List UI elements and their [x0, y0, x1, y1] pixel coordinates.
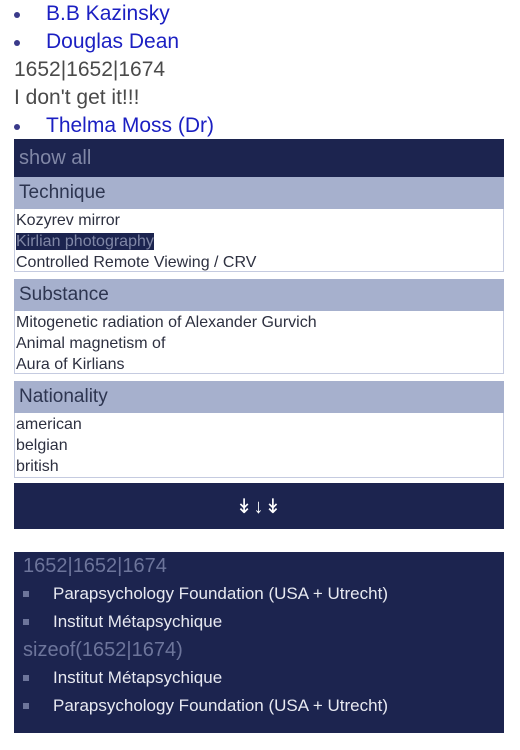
- nationality-option[interactable]: american: [16, 416, 82, 433]
- person-list-top: [0, 0, 520, 56]
- person-name[interactable]: Thelma Moss (Dr): [46, 114, 215, 137]
- person-link-dean[interactable]: [0, 28, 520, 56]
- square-bullet-icon: [23, 591, 29, 597]
- sort-toggle-button[interactable]: [14, 483, 504, 529]
- bullet-icon: [14, 124, 20, 130]
- comment-text: I don't get it!!!: [14, 86, 140, 109]
- square-bullet-icon: [23, 619, 29, 625]
- results-heading: 1652|1652|1674: [23, 555, 167, 577]
- technique-option-selected[interactable]: Kirlian photography: [16, 233, 154, 250]
- square-bullet-icon: [23, 675, 29, 681]
- result-item[interactable]: Parapsychology Foundation (USA + Utrecht): [14, 580, 504, 608]
- person-list-bottom: [0, 112, 520, 140]
- bullet-icon: [14, 12, 20, 18]
- technique-option[interactable]: Kozyrev mirror: [16, 212, 121, 229]
- technique-filter-list[interactable]: [14, 209, 504, 272]
- person-listing: [0, 0, 520, 140]
- results-panel: [14, 552, 504, 733]
- substance-title: Substance: [19, 284, 109, 305]
- nationality-option[interactable]: british: [16, 458, 59, 475]
- nationality-title: Nationality: [19, 386, 108, 407]
- substance-option[interactable]: Mitogenetic radiation of Alexander Gurvich: [16, 314, 317, 331]
- show-all-button[interactable]: [14, 139, 504, 177]
- show-all-label: show all: [19, 147, 92, 169]
- substance-option[interactable]: Aura of Kirlians: [16, 356, 125, 373]
- sort-arrows-icon: ↡↓↡: [235, 495, 283, 518]
- substance-option[interactable]: Animal magnetism of: [16, 335, 166, 352]
- person-link-moss[interactable]: [0, 112, 520, 140]
- years-line: 1652|1652|1674: [14, 58, 166, 81]
- result-item[interactable]: Parapsychology Foundation (USA + Utrecht): [14, 692, 504, 720]
- person-name[interactable]: Douglas Dean: [46, 30, 180, 53]
- technique-filter-header[interactable]: [14, 177, 504, 209]
- result-item[interactable]: Institut Métapsychique: [14, 664, 504, 692]
- nationality-filter-header[interactable]: [14, 381, 504, 413]
- square-bullet-icon: [23, 703, 29, 709]
- results-heading: sizeof(1652|1674): [23, 639, 183, 661]
- bullet-icon: [14, 40, 20, 46]
- substance-filter-header[interactable]: [14, 279, 504, 311]
- nationality-option[interactable]: belgian: [16, 437, 68, 454]
- nationality-filter-list[interactable]: [14, 413, 504, 478]
- substance-filter-list[interactable]: [14, 311, 504, 374]
- person-name[interactable]: B.B Kazinsky: [46, 2, 170, 25]
- result-item[interactable]: Institut Métapsychique: [14, 608, 504, 636]
- technique-option[interactable]: Controlled Remote Viewing / CRV: [16, 254, 257, 271]
- person-link-kazinsky[interactable]: [0, 0, 520, 28]
- technique-title: Technique: [19, 182, 106, 203]
